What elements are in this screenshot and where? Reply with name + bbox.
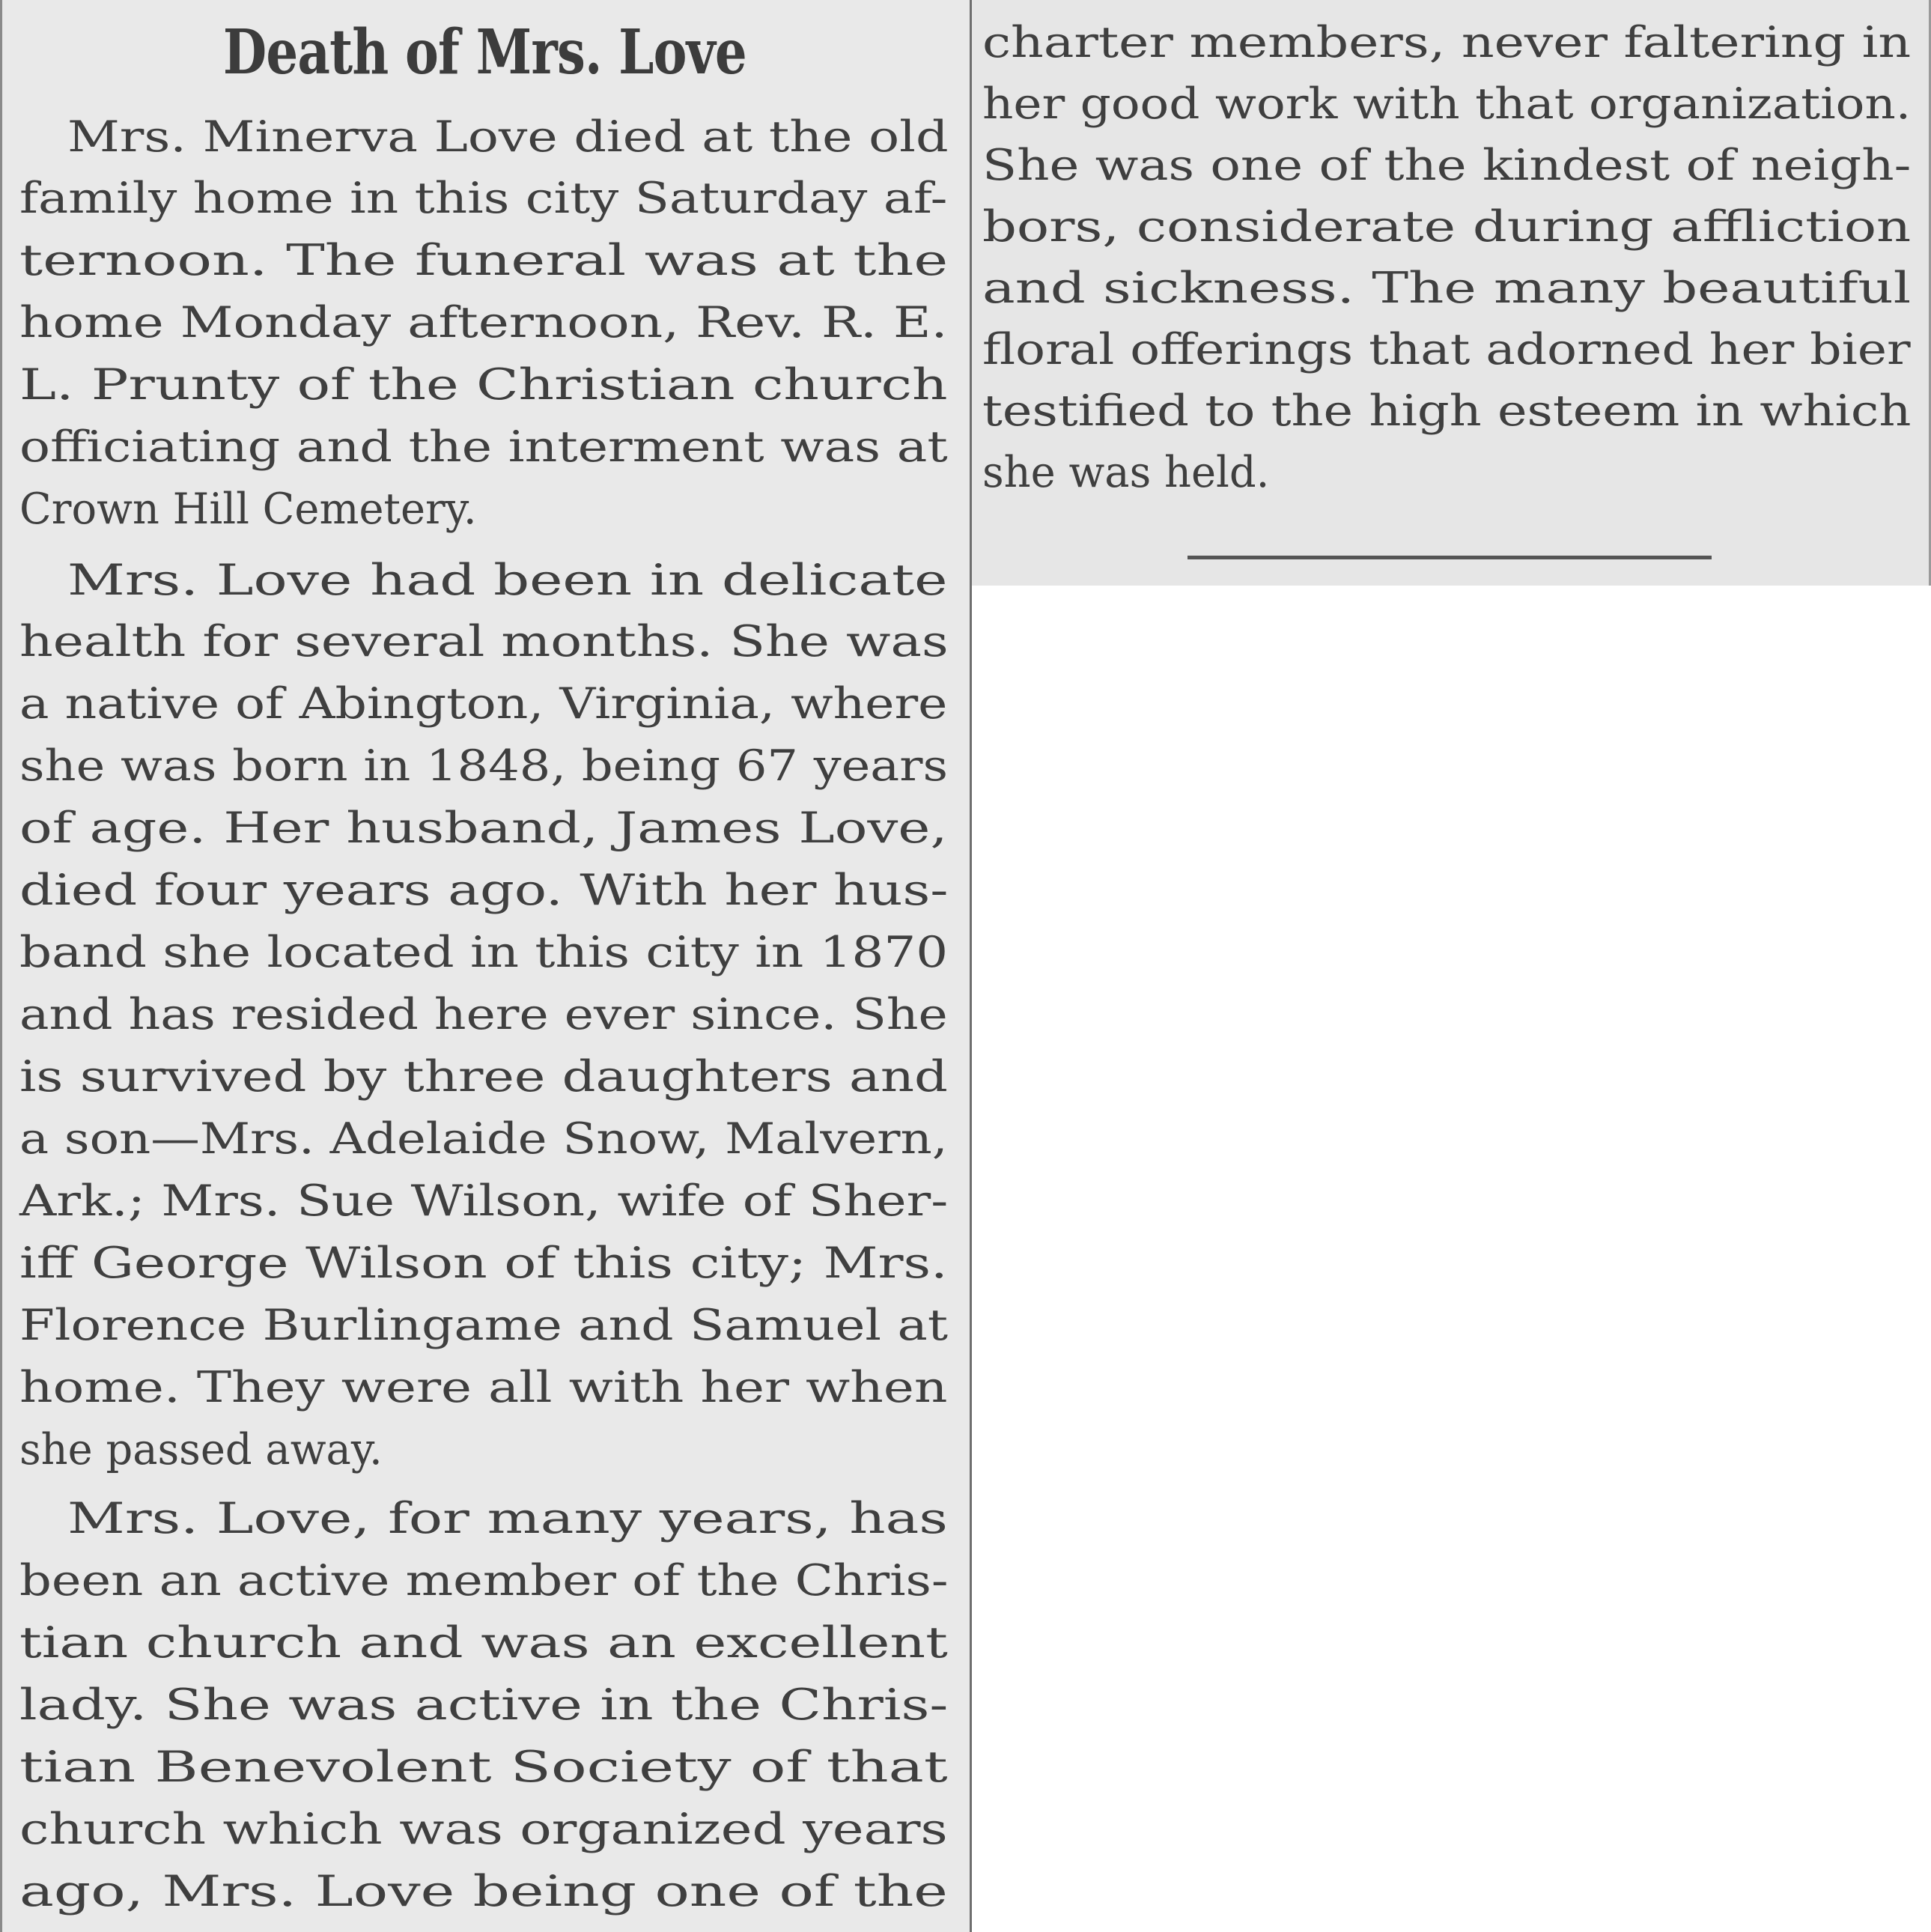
text-line: floral offerings that adorned her bier <box>982 325 1911 374</box>
text-line: Mrs. Love had been in delicate <box>67 556 948 605</box>
text-line: tian Benevolent Society of that <box>19 1743 948 1792</box>
text-line: been an active member of the Chris- <box>19 1556 949 1606</box>
text-line: ternoon. The funeral was at the <box>19 236 949 285</box>
text-line: she passed away. <box>19 1425 383 1474</box>
text-line: Ark.; Mrs. Sue Wilson, wife of Sher- <box>19 1176 949 1226</box>
text-line: Mrs. Love, for many years, has <box>67 1494 948 1543</box>
text-line: Mrs. Minerva Love died at the old <box>67 112 949 162</box>
text-line: health for several months. She was <box>19 617 949 666</box>
text-line: Florence Burlingame and Samuel at <box>19 1301 949 1350</box>
text-line: a native of Abington, Virginia, where <box>19 679 948 729</box>
text-line: charter members, never faltering in <box>982 18 1912 67</box>
text-line: iff George Wilson of this city; Mrs. <box>19 1239 948 1288</box>
column-end-rule <box>1188 556 1712 559</box>
text-line: family home in this city Saturday af- <box>19 174 948 223</box>
text-line: ago, Mrs. Love being one of the <box>19 1867 948 1916</box>
text-line: tian church and was an excellent <box>19 1618 948 1668</box>
text-line: L. Prunty of the Christian church <box>19 360 948 410</box>
text-line: home. They were all with her when <box>19 1363 948 1412</box>
text-line: and sickness. The many beautiful <box>982 264 1912 313</box>
text-line: testified to the high esteem in which <box>982 386 1912 436</box>
text-line: she was held. <box>982 448 1270 497</box>
text-line: a son—Mrs. Adelaide Snow, Malvern, <box>19 1114 948 1164</box>
text-line: is survived by three daughters and <box>19 1052 948 1102</box>
text-line: church which was organized years <box>19 1805 948 1854</box>
article-headline: Death of Mrs. Love <box>222 16 746 88</box>
text-line: and has resided here ever since. She <box>19 990 948 1039</box>
text-line: died four years ago. With her hus- <box>19 866 949 915</box>
text-line: her good work with that organization. <box>982 79 1912 129</box>
text-line: lady. She was active in the Chris- <box>19 1680 949 1730</box>
text-line: Crown Hill Cemetery. <box>19 484 477 534</box>
text-line: bors, considerate during affliction <box>982 202 1912 252</box>
text-line: She was one of the kindest of neigh- <box>982 141 1912 190</box>
text-line: home Monday afternoon, Rev. R. E. <box>19 298 948 347</box>
text-line: officiating and the interment was at <box>19 422 948 472</box>
text-line: she was born in 1848, being 67 years <box>19 741 949 791</box>
text-line: of age. Her husband, James Love, <box>19 804 948 853</box>
text-line: band she located in this city in 1870 <box>19 928 949 977</box>
